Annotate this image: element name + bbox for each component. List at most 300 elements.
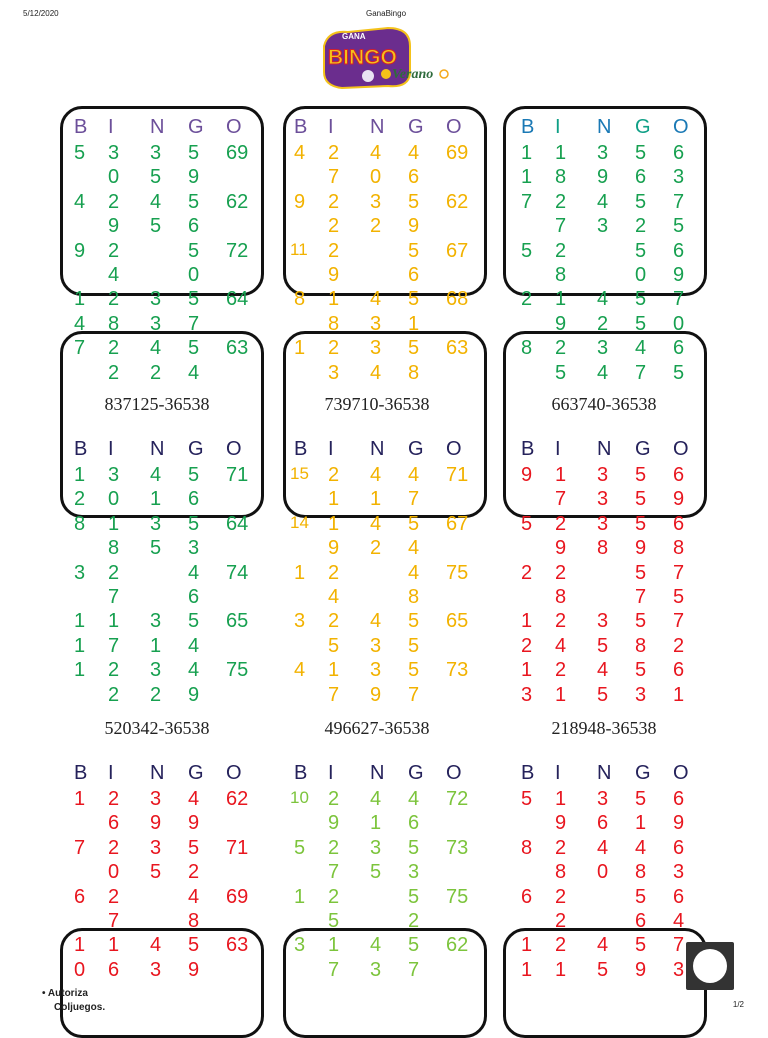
bingo-number: 69	[446, 142, 469, 164]
bingo-number: 3	[408, 861, 420, 884]
bingo-number: 5	[673, 361, 685, 384]
bingo-number: 7	[408, 958, 420, 981]
bingo-number: 7	[408, 683, 420, 706]
bingo-number: 6	[188, 586, 200, 608]
bingo-number: 15	[290, 464, 309, 483]
bingo-number: 6	[108, 812, 120, 835]
number-row	[70, 191, 280, 213]
number-row	[70, 812, 280, 834]
bingo-number: 7	[673, 561, 685, 584]
bingo-number: 9	[188, 812, 200, 835]
bingo-header	[517, 762, 727, 786]
bingo-number: 4	[597, 659, 609, 682]
bingo-number: 9	[328, 264, 340, 286]
bingo-letter: N	[150, 116, 165, 138]
bingo-number: 1	[370, 812, 382, 835]
bingo-number: 63	[226, 337, 249, 360]
bingo-number: 3	[370, 659, 382, 682]
bingo-number: 1	[74, 634, 86, 657]
bingo-number: 3	[597, 610, 609, 633]
number-row	[70, 537, 280, 559]
bingo-number: 5	[408, 239, 420, 262]
bingo-number: 5	[635, 934, 647, 957]
bingo-number: 6	[188, 488, 200, 511]
number-row	[517, 610, 727, 632]
card-serial: 218948-36538	[551, 718, 657, 738]
bingo-number: 2	[74, 488, 86, 511]
number-row	[517, 586, 727, 608]
bingo-number: 9	[328, 812, 340, 835]
number-row	[517, 910, 727, 932]
bingo-number: 2	[555, 239, 567, 262]
bingo-number: 1	[555, 958, 567, 981]
bingo-header	[290, 116, 500, 140]
bingo-number: 2	[521, 561, 533, 584]
number-row	[70, 464, 280, 486]
bingo-number: 5	[328, 910, 340, 932]
bingo-number: 5	[188, 934, 200, 957]
bingo-number: 4	[597, 361, 609, 384]
bingo-letter: O	[673, 438, 689, 460]
bingo-number: 71	[226, 836, 249, 859]
bingo-number: 8	[108, 537, 120, 560]
bingo-number: 9	[408, 215, 420, 238]
bingo-number: 3	[294, 934, 306, 957]
card-serial: 520342-36538	[104, 718, 210, 738]
bingo-number: 6	[673, 512, 685, 535]
bingo-number: 3	[597, 488, 609, 511]
bingo-number: 5	[188, 464, 200, 486]
bingo-number: 2	[328, 337, 340, 360]
bingo-number: 5	[597, 958, 609, 981]
bingo-number: 3	[188, 537, 200, 560]
bingo-number: 5	[408, 190, 420, 213]
bingo-number: 4	[408, 561, 420, 584]
bingo-number: 1	[150, 488, 162, 511]
bingo-number: 1	[555, 788, 567, 810]
logo-text-top: GANA	[342, 32, 366, 41]
bingo-number: 69	[226, 142, 249, 164]
bingo-number: 0	[370, 166, 382, 189]
number-row	[517, 837, 727, 859]
bingo-number: 7	[555, 215, 567, 238]
number-row	[70, 562, 280, 584]
card-serial: 837125-36538	[104, 394, 210, 414]
page-number: 1/2	[732, 1000, 744, 1009]
bingo-number: 2	[555, 610, 567, 633]
bingo-number: 5	[521, 512, 533, 535]
bingo-letter: B	[74, 762, 88, 784]
bingo-number: 1	[521, 934, 533, 957]
bingo-number: 6	[673, 788, 685, 810]
number-row	[290, 513, 500, 535]
bingo-number: 9	[673, 812, 685, 835]
bingo-number: 68	[446, 288, 469, 311]
bingo-number: 1	[294, 561, 306, 584]
bingo-letter: I	[328, 762, 334, 784]
bingo-letter: O	[446, 116, 462, 138]
bingo-header	[290, 438, 500, 462]
bingo-number: 1	[108, 610, 120, 633]
bingo-letter: N	[597, 438, 612, 460]
bingo-number: 3	[597, 142, 609, 164]
bingo-number: 5	[635, 561, 647, 584]
bingo-number: 1	[328, 934, 340, 957]
bingo-number: 2	[673, 634, 685, 657]
number-row	[290, 837, 500, 859]
bingo-number: 8	[328, 312, 340, 335]
bingo-number: 4	[370, 288, 382, 311]
bingo-number: 72	[226, 239, 249, 262]
bingo-number: 2	[108, 885, 120, 908]
bingo-number: 8	[521, 337, 533, 360]
overlay-button[interactable]	[686, 942, 734, 990]
number-row	[70, 288, 280, 310]
bingo-number: 1	[328, 512, 340, 535]
bingo-number: 5	[150, 215, 162, 238]
number-row	[290, 812, 500, 834]
bingo-number: 1	[328, 659, 340, 682]
bingo-number: 8	[635, 634, 647, 657]
card-serial: 663740-36538	[551, 394, 657, 414]
bingo-number: 5	[370, 861, 382, 884]
number-row	[70, 166, 280, 188]
bingo-letter: I	[108, 762, 114, 784]
bingo-letter: O	[446, 438, 462, 460]
bingo-number: 4	[150, 190, 162, 213]
bingo-number: 2	[108, 683, 120, 706]
bingo-number: 1	[370, 488, 382, 511]
bingo-letter: G	[408, 762, 424, 784]
bingo-number: 0	[597, 861, 609, 884]
bingo-header	[70, 438, 280, 462]
bingo-number: 9	[635, 958, 647, 981]
bingo-number: 2	[108, 288, 120, 311]
bingo-number: 0	[673, 312, 685, 335]
number-row	[290, 586, 500, 608]
bingo-number: 6	[635, 910, 647, 932]
number-row	[290, 684, 500, 706]
bingo-number: 3	[150, 958, 162, 981]
bingo-number: 8	[408, 361, 420, 384]
bingo-number: 7	[635, 586, 647, 608]
number-row	[517, 337, 727, 359]
bingo-number: 9	[188, 958, 200, 981]
bingo-number: 5	[150, 861, 162, 884]
bingo-number: 4	[150, 464, 162, 486]
bingo-number: 2	[370, 215, 382, 238]
bingo-number: 8	[597, 537, 609, 560]
bingo-number: 4	[370, 142, 382, 164]
bingo-number: 2	[328, 610, 340, 633]
bingo-number: 5	[673, 215, 685, 238]
bingo-letter: G	[635, 116, 651, 138]
bingo-number: 4	[188, 561, 200, 584]
bingo-number: 3	[150, 142, 162, 164]
bingo-number: 3	[108, 464, 120, 486]
number-row	[290, 610, 500, 632]
bingo-header	[517, 438, 727, 462]
bingo-number: 3	[150, 312, 162, 335]
bingo-number: 63	[446, 337, 469, 360]
bingo-number: 5	[635, 885, 647, 908]
number-row	[70, 313, 280, 335]
number-row	[517, 659, 727, 681]
bingo-number: 4	[635, 836, 647, 859]
bingo-number: 9	[328, 537, 340, 560]
bingo-number: 8	[635, 861, 647, 884]
bingo-number: 73	[446, 659, 469, 682]
bingo-number: 2	[555, 512, 567, 535]
bingo-letter: I	[108, 116, 114, 138]
bingo-number: 7	[108, 634, 120, 657]
bingo-number: 1	[294, 885, 306, 908]
bingo-number: 74	[226, 561, 249, 584]
bingo-number: 7	[74, 836, 86, 859]
number-row	[517, 191, 727, 213]
bingo-number: 71	[226, 464, 249, 486]
bingo-header	[70, 762, 280, 786]
bingo-number: 0	[108, 488, 120, 511]
bingo-letter: I	[108, 438, 114, 460]
number-row	[517, 313, 727, 335]
bingo-number: 2	[150, 683, 162, 706]
bingo-number: 6	[108, 958, 120, 981]
bingo-number: 2	[108, 190, 120, 213]
number-row	[517, 562, 727, 584]
bingo-number: 4	[408, 788, 420, 810]
bingo-number: 4	[294, 142, 306, 164]
bingo-letter: G	[188, 438, 204, 460]
bingo-number: 1	[74, 464, 86, 486]
bingo-number: 8	[188, 910, 200, 932]
number-row	[517, 288, 727, 310]
card-serial: 739710-36538	[324, 394, 430, 414]
number-row	[290, 488, 500, 510]
bingo-number: 2	[597, 312, 609, 335]
bingo-number: 9	[150, 812, 162, 835]
number-row	[70, 934, 280, 956]
number-row	[70, 240, 280, 262]
bingo-number: 0	[74, 958, 86, 981]
bingo-number: 5	[635, 239, 647, 262]
number-row	[290, 562, 500, 584]
bingo-number: 8	[555, 166, 567, 189]
bingo-number: 2	[328, 464, 340, 486]
bingo-number: 4	[188, 634, 200, 657]
footer-line-1: • Autoriza	[42, 988, 88, 999]
footer-note	[42, 987, 105, 1015]
bingo-number: 64	[226, 288, 249, 311]
bingo-number: 1	[328, 288, 340, 311]
card-serial: 496627-36538	[324, 718, 430, 738]
bingo-number: 5	[74, 142, 86, 164]
bingo-number: 2	[328, 561, 340, 584]
bingo-number: 3	[597, 788, 609, 810]
bingo-number: 6	[521, 885, 533, 908]
bingo-number: 5	[408, 634, 420, 657]
bingo-number: 2	[328, 190, 340, 213]
bingo-number: 4	[188, 659, 200, 682]
bingo-number: 8	[74, 512, 86, 535]
bingo-letter: N	[150, 762, 165, 784]
bingo-number: 2	[108, 361, 120, 384]
bingo-number: 2	[521, 288, 533, 311]
bingo-number: 9	[188, 166, 200, 189]
bingo-letter: O	[673, 762, 689, 784]
bingo-number: 1	[521, 610, 533, 633]
bingo-number: 4	[370, 464, 382, 486]
number-row	[290, 537, 500, 559]
bingo-number: 4	[597, 934, 609, 957]
bingo-number: 3	[521, 683, 533, 706]
number-row	[70, 788, 280, 810]
bingo-letter: B	[74, 116, 88, 138]
number-row	[70, 684, 280, 706]
bingo-number: 2	[108, 337, 120, 360]
bingo-number: 1	[635, 812, 647, 835]
bingo-number: 5	[188, 288, 200, 311]
number-row	[70, 837, 280, 859]
bingo-number: 2	[408, 910, 420, 932]
bingo-number: 9	[370, 683, 382, 706]
bingo-letter: B	[521, 116, 535, 138]
bingo-number: 8	[555, 264, 567, 286]
bingo-number: 5	[188, 190, 200, 213]
bingo-number: 3	[370, 337, 382, 360]
bingo-number: 3	[370, 836, 382, 859]
number-row	[70, 861, 280, 883]
bingo-letter: N	[150, 438, 165, 460]
bingo-number: 4	[188, 885, 200, 908]
bingo-number: 4	[370, 361, 382, 384]
bingo-number: 8	[408, 586, 420, 608]
bingo-number: 5	[150, 537, 162, 560]
bingo-letter: I	[328, 116, 334, 138]
number-row	[290, 959, 500, 981]
bingo-number: 7	[328, 958, 340, 981]
bingo-number: 69	[226, 885, 249, 908]
number-row	[290, 142, 500, 164]
bingo-number: 4	[370, 934, 382, 957]
bingo-number: 1	[74, 659, 86, 682]
bingo-letter: G	[188, 116, 204, 138]
bingo-number: 6	[408, 264, 420, 286]
number-row	[290, 166, 500, 188]
bingo-number: 2	[555, 885, 567, 908]
bingo-number: 2	[635, 215, 647, 238]
bingo-number: 3	[673, 166, 685, 189]
bingo-number: 5	[597, 634, 609, 657]
bingo-number: 75	[226, 659, 249, 682]
number-row	[290, 264, 500, 286]
bingo-letter: B	[74, 438, 88, 460]
bingo-number: 2	[328, 885, 340, 908]
bingo-number: 5	[188, 512, 200, 535]
bingo-number: 8	[108, 312, 120, 335]
bingo-number: 71	[446, 464, 469, 486]
bingo-number: 4	[328, 586, 340, 608]
bingo-number: 1	[150, 634, 162, 657]
bingo-number: 6	[74, 885, 86, 908]
number-row	[70, 337, 280, 359]
bingo-number: 3	[150, 610, 162, 633]
bingo-number: 7	[555, 488, 567, 511]
bingo-number: 1	[555, 683, 567, 706]
number-row	[70, 362, 280, 384]
bingo-number: 3	[150, 788, 162, 810]
bingo-number: 1	[521, 142, 533, 164]
bingo-number: 9	[635, 537, 647, 560]
number-row	[517, 513, 727, 535]
bingo-number: 5	[408, 288, 420, 311]
circle-icon	[693, 949, 727, 983]
bingo-header	[290, 762, 500, 786]
bingo-number: 2	[328, 215, 340, 238]
bingo-number: 3	[673, 861, 685, 884]
bingo-number: 9	[188, 683, 200, 706]
number-row	[70, 488, 280, 510]
bingo-number: 2	[108, 788, 120, 810]
bingo-number: 4	[188, 788, 200, 810]
bingo-letter: N	[597, 762, 612, 784]
bingo-number: 4	[370, 512, 382, 535]
bingo-number: 6	[597, 812, 609, 835]
bingo-number: 67	[446, 239, 469, 262]
bingo-number: 5	[408, 836, 420, 859]
bingo-number: 75	[446, 885, 469, 908]
bingo-header	[517, 116, 727, 140]
bingo-number: 5	[188, 836, 200, 859]
bingo-letter: N	[370, 762, 385, 784]
bingo-number: 9	[555, 312, 567, 335]
number-row	[70, 635, 280, 657]
bingo-number: 9	[597, 166, 609, 189]
bingo-number: 5	[408, 610, 420, 633]
bingo-number: 72	[446, 788, 469, 810]
logo-text-main: BINGO	[328, 46, 397, 69]
bingo-number: 7	[673, 190, 685, 213]
bingo-number: 75	[446, 561, 469, 584]
bingo-number: 7	[328, 683, 340, 706]
bingo-number: 5	[635, 288, 647, 311]
bingo-number: 4	[108, 264, 120, 286]
bingo-number: 0	[188, 264, 200, 286]
bingo-number: 5	[635, 788, 647, 810]
number-row	[290, 861, 500, 883]
bingo-number: 4	[597, 836, 609, 859]
bingo-number: 4	[150, 934, 162, 957]
bingo-number: 3	[150, 659, 162, 682]
number-row	[517, 142, 727, 164]
number-row	[290, 910, 500, 932]
bingo-header	[70, 116, 280, 140]
bingo-number: 1	[521, 166, 533, 189]
bingo-number: 2	[328, 239, 340, 262]
bingo-number: 3	[150, 512, 162, 535]
number-row	[517, 488, 727, 510]
bingo-number: 7	[673, 610, 685, 633]
bingo-number: 5	[408, 659, 420, 682]
number-row	[517, 240, 727, 262]
bingo-number: 9	[673, 488, 685, 511]
bingo-number: 9	[673, 264, 685, 286]
bingo-number: 5	[673, 586, 685, 608]
bingo-number: 5	[150, 166, 162, 189]
bingo-number: 3	[597, 512, 609, 535]
bingo-number: 2	[108, 561, 120, 584]
bingo-number: 6	[673, 239, 685, 262]
